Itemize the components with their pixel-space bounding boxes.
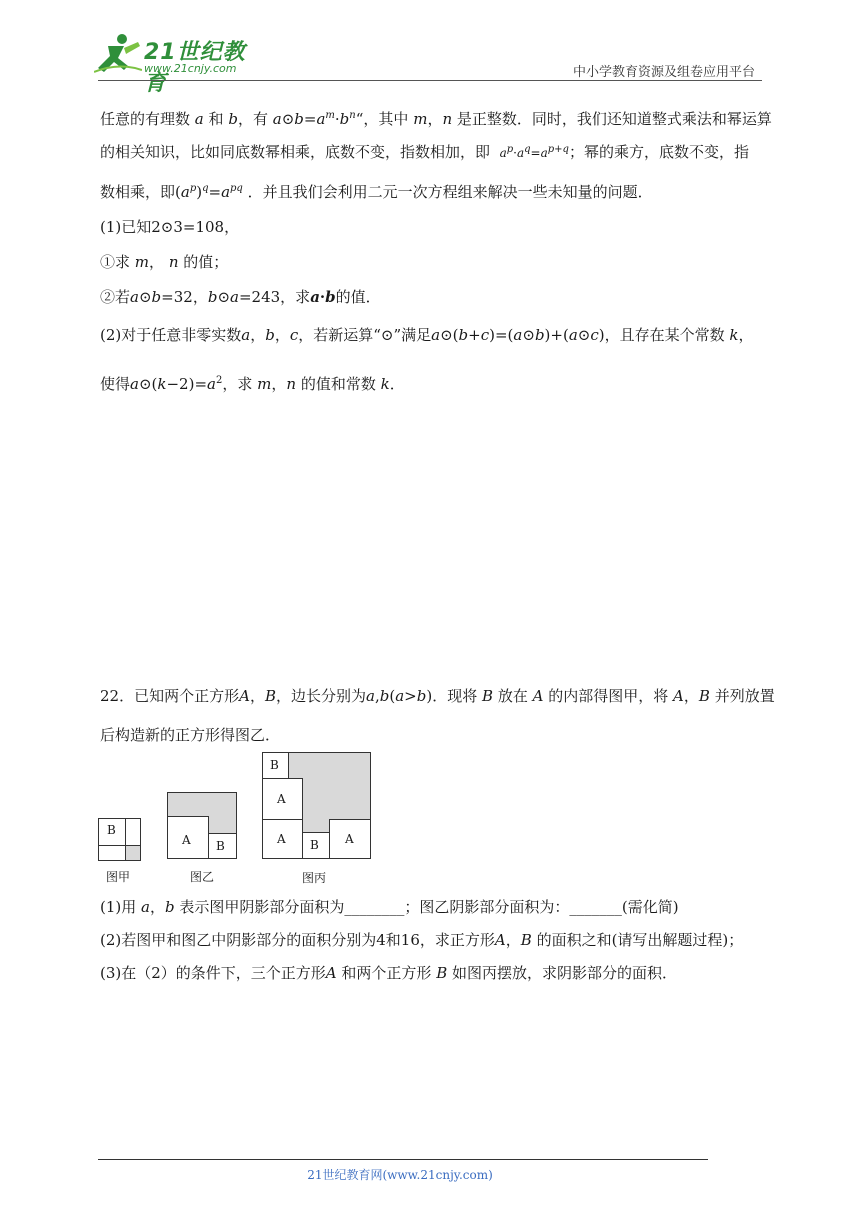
platform-title: 中小学教育资源及组卷应用平台 <box>572 65 755 80</box>
fig-bing-caption: 图丙 <box>302 871 327 885</box>
fig-bing-label-b-top: B <box>270 758 279 772</box>
site-logo <box>94 32 264 96</box>
footer-link[interactable]: 21世纪教育网(www.21cnjy.com) <box>307 1168 493 1182</box>
formula-given: 2⊙3=108 <box>151 218 225 236</box>
fig-jia-label-b: B <box>107 823 116 837</box>
fig-jia-caption: 图甲 <box>106 870 131 884</box>
fig-bing-label-b-bottom: B <box>310 838 319 852</box>
formula-distributive: a⊙(b+c)=(a⊙b)+(a⊙c) <box>431 326 605 344</box>
fig-bing-label-a-right: A <box>345 832 354 846</box>
fig-yi-caption: 图乙 <box>190 870 215 884</box>
fig-yi-label-a: A <box>182 833 191 847</box>
logo-url: www.21cnjy.com <box>144 62 237 75</box>
q21-part-1: (1)已知2⊙3=108， <box>100 218 240 236</box>
formula-def: $a⊙b=a^m\cdot b^n$ <box>272 110 356 128</box>
fig-yi-label-b: B <box>216 839 225 853</box>
q22-part-2: (2)若图甲和图乙中阴影部分的面积分别为4和16，求正方形A，B 的面积之和(请写出解题过程)； <box>100 931 744 949</box>
fig-bing-label-a-bottom: A <box>277 832 286 846</box>
q21-part-2-cont: 使得$a⊙(k-2)=a^2$，求 m，n 的值和常数 k． <box>100 375 405 393</box>
fig-jia-shaded <box>125 845 141 861</box>
formula-power-rule: $(a^p)^q=a^{pq}$ <box>175 183 243 201</box>
formula-k: $a⊙(k-2)=a^2$ <box>130 375 223 393</box>
q21-part-2: (2)对于任意非零实数a，b，c，若新运算“⊙”满足a⊙(b+c)=(a⊙b)+(a⊙c)，且存在某个常数 k， <box>100 326 754 344</box>
formula-sides: a,b(a>b) <box>366 687 433 705</box>
header-divider <box>98 80 762 81</box>
q21-intro-line-3: 数相乘，即$(a^p)^q=a^{pq}$ ．并且我们会利用二元一次方程组来解决一些未知量的问题． <box>100 183 653 201</box>
fig-bing-label-a-mid: A <box>277 792 286 806</box>
q22-figures <box>96 750 386 890</box>
formula-product-rule: $a^p\cdot a^q=a^{p+q}$ <box>499 144 569 160</box>
q22-stem-line-2: 后构造新的正方形得图乙． <box>100 726 281 744</box>
q22-part-3: (3)在（2）的条件下，三个正方形A 和两个正方形 B 如图丙摆放，求阴影部分的面积． <box>100 964 678 982</box>
q22-part-1: (1)用 a，b 表示图甲阴影部分面积为________；图乙阴影部分面积为：_______(需化简) <box>100 898 679 916</box>
q21-part-1-ii: ②若a⊙b=32，b⊙a=243，求a·b的值． <box>100 288 381 306</box>
footer-divider <box>98 1159 708 1160</box>
logo-text: 21世纪教育 <box>144 40 246 96</box>
q22-stem-line-1: 22．已知两个正方形A，B，边长分别为a,b(a>b)．现将 B 放在 A 的内部得图甲，将 A，B 并列放置 <box>100 687 775 705</box>
page-header <box>0 0 860 96</box>
q21-intro-line-2: 的相关知识，比如同底数幂相乘，底数不变，指数相加，即 $a^p\cdot a^q=a^{p+q}$；幂的乘方，底数不变，指 <box>100 143 749 161</box>
q21-intro-line-1: 任意的有理数 a 和 b，有 $a⊙b=a^m\cdot b^n“$，其中 m，n 是正整数．同时，我们还知道整式乘法和幂运算 <box>100 110 772 128</box>
runner-logo-icon <box>94 32 142 76</box>
q21-part-1-i: ①求 m， n 的值； <box>100 253 229 271</box>
